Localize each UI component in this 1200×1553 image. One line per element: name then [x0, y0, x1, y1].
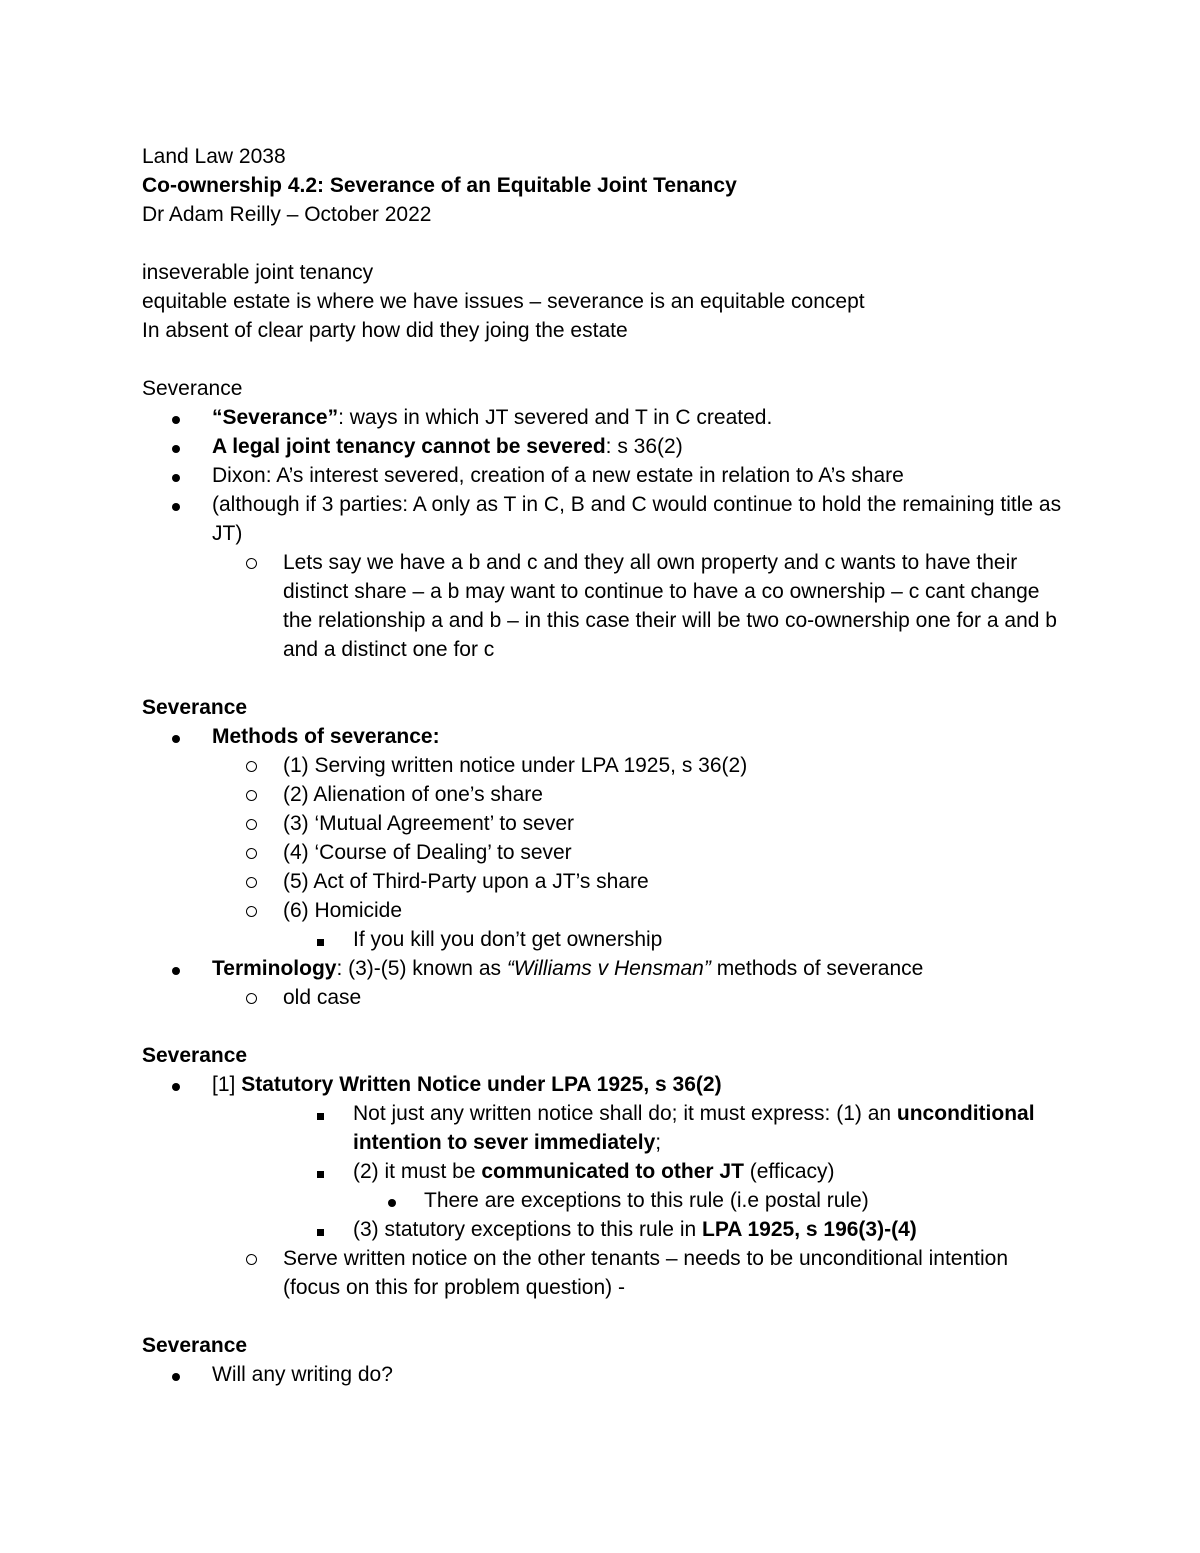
list-item: Lets say we have a b and c and they all own property and c wants to have their distinct share – a b may want to continue to have a co ownership – c cant change the relationship a and b – in this case their will be two co-ownership one for a and b and a distinct one for c	[142, 548, 1062, 664]
bullet-icon	[172, 1070, 180, 1099]
square-bullet-icon	[317, 1099, 324, 1128]
bullet-icon	[172, 954, 180, 983]
bullet-icon	[172, 432, 180, 461]
author-date: Dr Adam Reilly – October 2022	[142, 203, 432, 226]
document-title: Co-ownership 4.2: Severance of an Equitable Joint Tenancy	[142, 174, 737, 197]
list-item: (3) statutory exceptions to this rule in LPA 1925, s 196(3)-(4)	[142, 1215, 1062, 1244]
square-bullet-icon	[317, 1157, 324, 1186]
bullet-icon	[388, 1186, 396, 1215]
list-item: There are exceptions to this rule (i.e postal rule)	[142, 1186, 1062, 1215]
bullet-icon	[172, 461, 180, 490]
list-item: A legal joint tenancy cannot be severed: s 36(2)	[142, 432, 1062, 461]
circle-bullet-icon	[246, 896, 257, 925]
bullet-icon	[172, 1360, 180, 1389]
document-body	[142, 142, 1062, 1389]
circle-bullet-icon	[246, 751, 257, 780]
bullet-icon	[172, 403, 180, 432]
square-bullet-icon	[317, 925, 324, 954]
circle-bullet-icon	[246, 548, 257, 577]
list-item: Dixon: A’s interest severed, creation of a new estate in relation to A’s share	[142, 461, 1062, 490]
circle-bullet-icon	[246, 867, 257, 896]
circle-bullet-icon	[246, 838, 257, 867]
list-item: Serve written notice on the other tenants – needs to be unconditional intention (focus on this for problem question) -	[142, 1244, 1062, 1302]
course-code: Land Law 2038	[142, 145, 286, 168]
list-item: Methods of severance:	[142, 722, 1062, 751]
method-item: (5) Act of Third-Party upon a JT’s share	[142, 867, 1062, 896]
circle-bullet-icon	[246, 983, 257, 1012]
list-item: If you kill you don’t get ownership	[142, 925, 1062, 954]
method-item: (3) ‘Mutual Agreement’ to sever	[142, 809, 1062, 838]
list-item: (although if 3 parties: A only as T in C, B and C would continue to hold the remaining title as JT)	[142, 490, 1062, 548]
method-item: (1) Serving written notice under LPA 1925, s 36(2)	[142, 751, 1062, 780]
spacer	[142, 1012, 1062, 1041]
circle-bullet-icon	[246, 780, 257, 809]
method-item: (2) Alienation of one’s share	[142, 780, 1062, 809]
intro-line: equitable estate is where we have issues – severance is an equitable concept	[142, 290, 865, 313]
list-item: Will any writing do?	[142, 1360, 1062, 1389]
section-heading: Severance	[142, 696, 248, 719]
list-item: old case	[142, 983, 1062, 1012]
spacer	[142, 229, 1062, 258]
circle-bullet-icon	[246, 809, 257, 838]
list-item: Not just any written notice shall do; it must express: (1) an unconditional intention to sever immediately;	[142, 1099, 1062, 1157]
circle-bullet-icon	[246, 1244, 257, 1273]
section-heading: Severance	[142, 377, 243, 400]
bullet-icon	[172, 490, 180, 519]
square-bullet-icon	[317, 1215, 324, 1244]
spacer	[142, 1302, 1062, 1331]
bullet-icon	[172, 722, 180, 751]
list-item: [1] Statutory Written Notice under LPA 1925, s 36(2)	[142, 1070, 1062, 1099]
list-item: (2) it must be communicated to other JT (efficacy)	[142, 1157, 1062, 1186]
section-heading: Severance	[142, 1044, 248, 1067]
intro-line: inseverable joint tenancy	[142, 261, 374, 284]
intro-line: In absent of clear party how did they joing the estate	[142, 319, 628, 342]
section-heading: Severance	[142, 1334, 248, 1357]
list-item: “Severance”: ways in which JT severed and T in C created.	[142, 403, 1062, 432]
list-item: Terminology: (3)-(5) known as “Williams v Hensman” methods of severance	[142, 954, 1062, 983]
spacer	[142, 345, 1062, 374]
method-item: (4) ‘Course of Dealing’ to sever	[142, 838, 1062, 867]
method-item: (6) Homicide	[142, 896, 1062, 925]
spacer	[142, 664, 1062, 693]
